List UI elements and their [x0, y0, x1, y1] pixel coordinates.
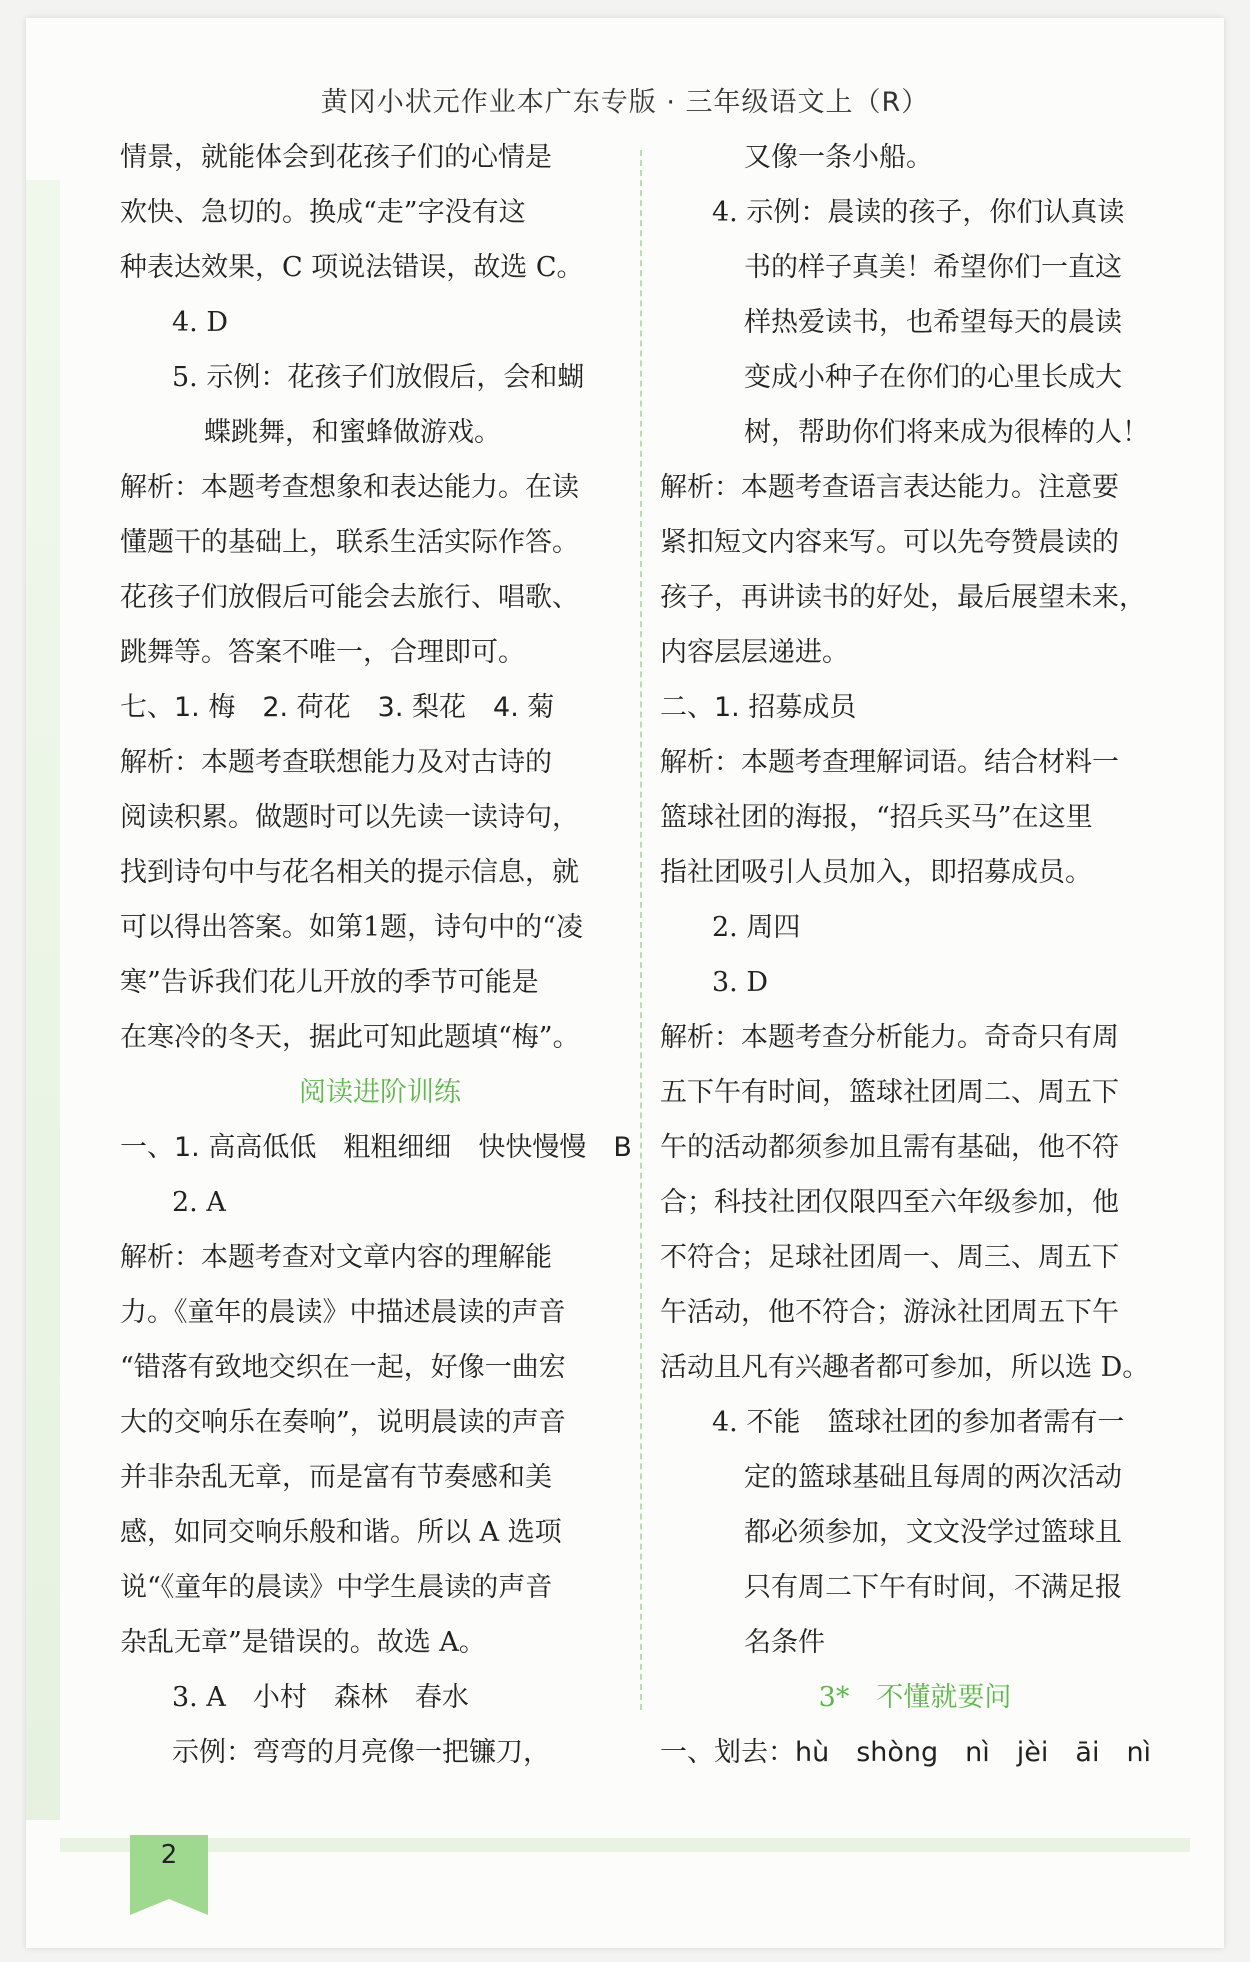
- left-line: 解析：本题考查对文章内容的理解能: [120, 1242, 552, 1273]
- right-line: 孩子，再讲读书的好处，最后展望未来，: [660, 582, 1146, 613]
- left-line: 解析：本题考查联想能力及对古诗的: [120, 747, 552, 778]
- left-line: 杂乱无章”是错误的。故选 A。: [120, 1627, 486, 1658]
- left-line: 解析：本题考查想象和表达能力。在读: [120, 472, 579, 503]
- right-line: 午活动，他不符合；游泳社团周五下午: [660, 1297, 1119, 1328]
- right-line: 合；科技社团仅限四至六年级参加，他: [660, 1187, 1119, 1218]
- right-line: 又像一条小船。: [744, 142, 933, 173]
- left-line: 花孩子们放假后可能会去旅行、唱歌、: [120, 582, 579, 613]
- right-line: 活动且凡有兴趣者都可参加，所以选 D。: [660, 1352, 1150, 1383]
- left-line: 蝶跳舞，和蜜蜂做游戏。: [204, 417, 501, 448]
- left-line: 4. D: [172, 307, 228, 338]
- right-line: 解析：本题考查语言表达能力。注意要: [660, 472, 1119, 503]
- right-line: 内容层层递进。: [660, 637, 849, 668]
- right-line: 2. 周四: [712, 912, 801, 943]
- side-bar: [26, 180, 60, 1820]
- right-line: 解析：本题考查理解词语。结合材料一: [660, 747, 1119, 778]
- left-line: 阅读积累。做题时可以先读一读诗句，: [120, 802, 579, 833]
- left-line: 说“《童年的晨读》中学生晨读的声音: [120, 1572, 553, 1603]
- page-header: 黄冈小状元作业本广东专版 · 三年级语文上（R）: [320, 87, 930, 118]
- right-line: 解析：本题考查分析能力。奇奇只有周: [660, 1022, 1119, 1053]
- right-line: 定的篮球基础且每周的两次活动: [744, 1462, 1122, 1493]
- left-line: 并非杂乱无章，而是富有节奏感和美: [120, 1462, 552, 1493]
- left-line: 找到诗句中与花名相关的提示信息，就: [120, 857, 579, 888]
- right-line: 二、1. 招募成员: [660, 692, 857, 723]
- right-column: [660, 130, 1170, 1780]
- footer-band: [60, 1838, 1190, 1852]
- right-line: 五下午有时间，篮球社团周二、周五下: [660, 1077, 1119, 1108]
- left-line: 示例：弯弯的月亮像一把镰刀，: [172, 1737, 550, 1768]
- left-column: [120, 130, 640, 1780]
- left-line: 欢快、急切的。换成“走”字没有这: [120, 197, 526, 228]
- left-line: 一、1. 高高低低 粗粗细细 快快慢慢 B: [120, 1132, 632, 1163]
- left-line: 大的交响乐在奏响”，说明晨读的声音: [120, 1407, 566, 1438]
- left-line: 懂题干的基础上，联系生活实际作答。: [120, 527, 579, 558]
- right-line: 4. 示例：晨读的孩子，你们认真读: [712, 197, 1125, 228]
- right-line: 不符合；足球社团周一、周三、周五下: [660, 1242, 1119, 1273]
- right-line: 午的活动都须参加且需有基础，他不符: [660, 1132, 1119, 1163]
- left-line: “错落有致地交织在一起，好像一曲宏: [120, 1352, 566, 1383]
- right-line: 紧扣短文内容来写。可以先夸赞晨读的: [660, 527, 1119, 558]
- page-number: 2: [160, 1840, 178, 1870]
- left-line: 感，如同交响乐般和谐。所以 A 选项: [120, 1517, 562, 1548]
- right-line: 名条件: [744, 1627, 825, 1658]
- right-line: 指社团吸引人员加入，即招募成员。: [660, 857, 1092, 888]
- column-divider: [640, 150, 642, 1710]
- right-line: 只有周二下午有时间，不满足报: [744, 1572, 1122, 1603]
- right-line: 3. D: [712, 967, 768, 998]
- right-line: 3* 不懂就要问: [818, 1682, 1012, 1713]
- right-line: 4. 不能 篮球社团的参加者需有一: [712, 1407, 1125, 1438]
- left-line: 3. A 小村 森林 春水: [172, 1682, 469, 1713]
- right-line: 篮球社团的海报，“招兵买马”在这里: [660, 802, 1093, 833]
- left-line: 寒”告诉我们花儿开放的季节可能是: [120, 967, 539, 998]
- left-line: 5. 示例：花孩子们放假后，会和蝴: [172, 362, 585, 393]
- right-line: 树，帮助你们将来成为很棒的人！: [744, 417, 1149, 448]
- left-line: 可以得出答案。如第1题，诗句中的“凌: [120, 912, 583, 943]
- left-line: 跳舞等。答案不唯一，合理即可。: [120, 637, 525, 668]
- left-line: 2. A: [172, 1187, 226, 1218]
- left-line: 在寒冷的冬天，据此可知此题填“梅”。: [120, 1022, 580, 1053]
- left-line: 种表达效果，C 项说法错误，故选 C。: [120, 252, 584, 283]
- left-line: 七、1. 梅 2. 荷花 3. 梨花 4. 菊: [120, 692, 555, 723]
- left-line: 力。《童年的晨读》中描述晨读的声音: [120, 1297, 566, 1328]
- right-line: 变成小种子在你们的心里长成大: [744, 362, 1122, 393]
- right-line: 一、划去：hù shòng nì jèi āi nì: [660, 1737, 1152, 1768]
- left-line: 情景，就能体会到花孩子们的心情是: [120, 142, 552, 173]
- left-line: 阅读进阶训练: [299, 1077, 461, 1108]
- right-line: 书的样子真美！希望你们一直这: [744, 252, 1122, 283]
- right-line: 都必须参加，文文没学过篮球且: [744, 1517, 1122, 1548]
- right-line: 样热爱读书，也希望每天的晨读: [744, 307, 1122, 338]
